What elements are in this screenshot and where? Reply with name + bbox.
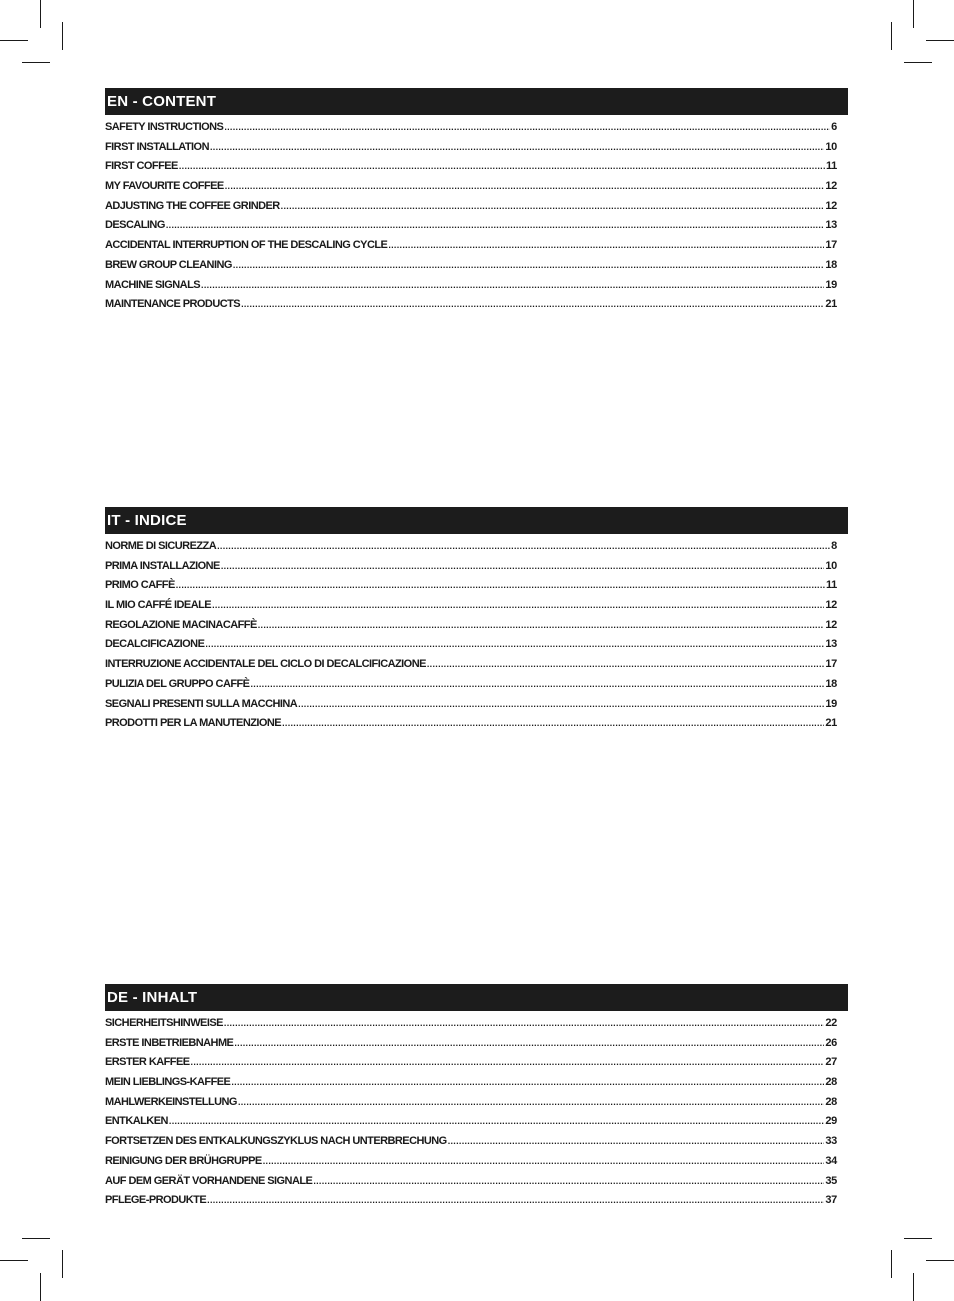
- toc-entry-page: 33: [825, 1135, 837, 1148]
- toc-entry[interactable]: [105, 560, 837, 580]
- toc-entry-label: ERSTER KAFFEE: [105, 1056, 190, 1069]
- toc-entry-label: AUF DEM GERÄT VORHANDENE SIGNALE: [105, 1174, 313, 1187]
- toc-entry-label: FORTSETZEN DES ENTKALKUNGSZYKLUS NACH UNTERBRECHUNG: [105, 1135, 447, 1148]
- dot-leader: [224, 1018, 824, 1028]
- toc-entry[interactable]: [105, 160, 837, 180]
- toc-entry-label: DESCALING: [105, 219, 165, 232]
- toc-entry[interactable]: [105, 579, 837, 599]
- toc-entry[interactable]: [105, 239, 837, 259]
- toc-entry-label: SEGNALI PRESENTI SULLA MACCHINA: [105, 697, 298, 710]
- toc-entry-page: 21: [825, 298, 837, 311]
- toc-entry-label: INTERRUZIONE ACCIDENTALE DEL CICLO DI DECALCIFICAZIONE: [105, 658, 426, 671]
- toc-entry-page: 13: [825, 638, 837, 651]
- toc-entry[interactable]: [105, 180, 837, 200]
- toc-entry-page: 19: [825, 278, 837, 291]
- dot-leader: [179, 161, 825, 171]
- toc-entry-label: NORME DI SICUREZZA: [105, 540, 217, 552]
- toc-entry[interactable]: [105, 678, 837, 698]
- toc-entry-label: REGOLAZIONE MACINACAFFÈ: [105, 618, 257, 631]
- toc-entry[interactable]: [105, 1017, 837, 1037]
- toc-entry-label: ERSTE INBETRIEBNAHME: [105, 1036, 234, 1049]
- dot-leader: [313, 1176, 824, 1186]
- toc-entry-page: 27: [825, 1056, 837, 1069]
- section-title-it: IT - INDICE: [105, 507, 848, 534]
- toc-list-de: [105, 1017, 837, 1214]
- toc-entry-label: PFLEGE-PRODUKTE: [105, 1194, 207, 1207]
- dot-leader: [234, 1038, 824, 1048]
- toc-entry[interactable]: [105, 259, 837, 279]
- toc-entry-page: 11: [825, 160, 837, 173]
- toc-entry-page: 28: [825, 1095, 837, 1108]
- toc-entry-page: 28: [825, 1076, 837, 1089]
- toc-entry-label: ADJUSTING THE COFFEE GRINDER: [105, 199, 280, 212]
- toc-entry-label: PULIZIA DEL GRUPPO CAFFÈ: [105, 677, 250, 690]
- toc-entry[interactable]: [105, 1194, 837, 1214]
- toc-list-en: [105, 121, 837, 318]
- dot-leader: [176, 580, 825, 590]
- toc-entry-label: ENTKALKEN: [105, 1115, 168, 1128]
- toc-entry[interactable]: [105, 279, 837, 299]
- dot-leader: [258, 620, 825, 630]
- dot-leader: [201, 280, 824, 290]
- toc-entry[interactable]: [105, 698, 837, 718]
- dot-leader: [207, 1195, 824, 1205]
- toc-entry-page: 12: [825, 599, 837, 612]
- dot-leader: [238, 1097, 824, 1107]
- toc-entry[interactable]: [105, 619, 837, 639]
- toc-entry-label: PRODOTTI PER LA MANUTENZIONE: [105, 717, 282, 730]
- toc-entry-page: 17: [825, 658, 837, 671]
- toc-entry[interactable]: [105, 121, 837, 141]
- toc-entry-page: 19: [825, 697, 837, 710]
- toc-entry-label: BREW GROUP CLEANING: [105, 258, 232, 271]
- dot-leader: [166, 220, 825, 230]
- toc-entry[interactable]: [105, 658, 837, 678]
- toc-entry-label: MY FAVOURITE COFFEE: [105, 180, 224, 193]
- toc-entry-label: PRIMO CAFFÈ: [105, 579, 175, 592]
- dot-leader: [298, 699, 824, 709]
- toc-entry-page: 12: [825, 180, 837, 193]
- toc-section-de: [105, 984, 848, 1214]
- section-title-de: DE - INHALT: [105, 984, 848, 1011]
- toc-entry[interactable]: [105, 638, 837, 658]
- toc-entry-page: 29: [825, 1115, 837, 1128]
- toc-entry-page: 8: [831, 540, 837, 552]
- dot-leader: [217, 541, 830, 551]
- dot-leader: [388, 240, 824, 250]
- toc-entry-page: 21: [825, 717, 837, 730]
- toc-entry-page: 34: [825, 1154, 837, 1167]
- dot-leader: [281, 201, 825, 211]
- dot-leader: [427, 659, 824, 669]
- dot-leader: [205, 639, 824, 649]
- toc-entry-page: 10: [825, 559, 837, 572]
- dot-leader: [191, 1057, 825, 1067]
- dot-leader: [210, 142, 824, 152]
- section-title-en: EN - CONTENT: [105, 88, 848, 115]
- toc-entry-label: IL MIO CAFFÉ IDEALE: [105, 599, 212, 612]
- toc-entry[interactable]: [105, 141, 837, 161]
- toc-entry[interactable]: [105, 717, 837, 737]
- toc-entry-page: 17: [825, 239, 837, 252]
- dot-leader: [224, 122, 830, 132]
- dot-leader: [169, 1116, 824, 1126]
- toc-entry-label: ACCIDENTAL INTERRUPTION OF THE DESCALING CYCLE: [105, 239, 388, 252]
- toc-entry-page: 12: [825, 618, 837, 631]
- toc-entry-page: 22: [825, 1017, 837, 1029]
- toc-entry-label: MAHLWERKEINSTELLUNG: [105, 1095, 237, 1108]
- toc-entry-page: 37: [825, 1194, 837, 1207]
- dot-leader: [241, 299, 824, 309]
- toc-entry-page: 6: [831, 121, 837, 133]
- dot-leader: [282, 718, 824, 728]
- toc-entry[interactable]: [105, 298, 837, 318]
- dot-leader: [448, 1136, 825, 1146]
- dot-leader: [250, 679, 824, 689]
- toc-entry[interactable]: [105, 1076, 837, 1096]
- toc-entry[interactable]: [105, 599, 837, 619]
- toc-list-it: [105, 540, 837, 737]
- toc-entry-label: PRIMA INSTALLAZIONE: [105, 559, 220, 572]
- toc-entry-label: SICHERHEITSHINWEISE: [105, 1017, 223, 1029]
- toc-entry-label: MEIN LIEBLINGS-KAFFEE: [105, 1076, 231, 1089]
- toc-entry-label: DECALCIFICAZIONE: [105, 638, 205, 651]
- toc-entry[interactable]: [105, 1135, 837, 1155]
- toc-entry-page: 26: [825, 1036, 837, 1049]
- dot-leader: [225, 181, 825, 191]
- toc-entry[interactable]: [105, 1175, 837, 1195]
- toc-entry-page: 13: [825, 219, 837, 232]
- dot-leader: [212, 600, 824, 610]
- toc-entry[interactable]: [105, 1037, 837, 1057]
- toc-entry-label: FIRST INSTALLATION: [105, 140, 209, 153]
- toc-entry-label: SAFETY INSTRUCTIONS: [105, 121, 224, 133]
- toc-entry-page: 10: [825, 140, 837, 153]
- toc-entry[interactable]: [105, 1096, 837, 1116]
- toc-section-en: [105, 88, 848, 318]
- toc-entry[interactable]: [105, 540, 837, 560]
- toc-entry-page: 35: [825, 1174, 837, 1187]
- toc-entry-page: 12: [825, 199, 837, 212]
- toc-entry-page: 11: [825, 579, 837, 592]
- toc-entry-label: MACHINE SIGNALS: [105, 278, 201, 291]
- toc-entry[interactable]: [105, 219, 837, 239]
- toc-entry[interactable]: [105, 1155, 837, 1175]
- dot-leader: [263, 1156, 825, 1166]
- dot-leader: [231, 1077, 824, 1087]
- dot-leader: [233, 260, 825, 270]
- toc-entry[interactable]: [105, 1115, 837, 1135]
- toc-entry-label: FIRST COFFEE: [105, 160, 178, 173]
- toc-section-it: [105, 507, 848, 737]
- dot-leader: [221, 561, 825, 571]
- toc-entry-page: 18: [825, 258, 837, 271]
- toc-entry[interactable]: [105, 200, 837, 220]
- toc-entry[interactable]: [105, 1056, 837, 1076]
- toc-entry-label: REINIGUNG DER BRÜHGRUPPE: [105, 1154, 262, 1167]
- toc-entry-label: MAINTENANCE PRODUCTS: [105, 298, 241, 311]
- toc-entry-page: 18: [825, 677, 837, 690]
